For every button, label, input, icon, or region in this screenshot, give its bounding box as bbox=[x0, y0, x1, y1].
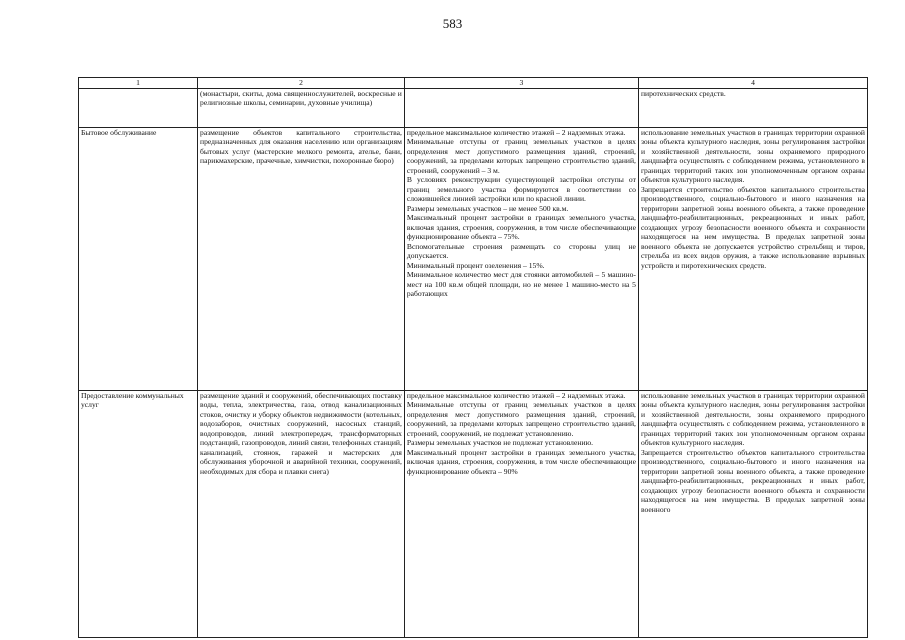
parameter-paragraph: Минимальные отступы от границ земельных участков в целях определения мест допустимого размещения зданий, строений, сооружений, за пределами которых запрещено строительство зданий, строений, сооружений, не подлежат установлению. bbox=[406, 400, 636, 438]
table-header-row bbox=[79, 78, 868, 89]
table-row bbox=[79, 88, 868, 127]
parameter-paragraph: Размеры земельных участков – не менее 500 кв.м. bbox=[406, 203, 569, 213]
parameters-cell bbox=[404, 390, 638, 637]
parameter-paragraph: Минимальные отступы от границ земельных участков в целях определения мест допустимого размещения зданий, строений, сооружений, за пределами которых запрещено строительство зданий, строений, сооружений – 3 м. bbox=[406, 137, 636, 175]
restrictions-paragraph: пиротехнических средств. bbox=[640, 88, 726, 98]
restrictions-paragraph: Запрещается строительство объектов капитального строительства производственного, социально-бытового и иного назначения на территории запретной зоны военного объекта, а также проведение ландшафто-реабилитационных, рекреационных и иных работ, создающих угрозу безопасности военного объекта и сохранности находящегося на нем имущества. В пределах запретной зоны военного bbox=[640, 447, 865, 514]
parameter-paragraph: Вспомогательные строения размещать со стороны улиц не допускается. bbox=[406, 241, 636, 260]
restrictions-paragraph: Запрещается строительство объектов капитального строительства производственного, социально-бытового и иного назначения на территории запретной зоны военного объекта, а также проведение ландшафто-реабилитационных, рекреационных и иных работ, создающих угрозу безопасности военного объекта и сохранности находящегося на нем имущества. В пределах запретной зоны военного объекта не допускается устройство стрельбищ и тиров, стрельба из всех видов оружия, а также использование взрывных устройств и пиротехнических средств. bbox=[640, 184, 865, 270]
parameters-cell bbox=[404, 127, 638, 390]
column-number-3: 3 bbox=[404, 78, 638, 89]
parameter-paragraph: Максимальный процент застройки в границах земельного участка, включая здания, строения, сооружения, в том числе обеспечивающие функционирование объекта – 90% bbox=[406, 447, 636, 476]
use-description-cell: (монастыри, скиты, дома священнослужителей, воскресные и религиозные школы, семинарии, духовные училища) bbox=[198, 88, 405, 127]
parameter-paragraph: Минимальное количество мест для стоянки автомобилей – 5 машино-мест на 100 кв.м общей площади, но не менее 1 машино-место на 5 работающих bbox=[406, 270, 636, 298]
page-number: 583 bbox=[442, 16, 463, 31]
parameters-cell bbox=[404, 88, 638, 127]
parameter-paragraph: предельное максимальное количество этажей – 2 надземных этажа. bbox=[406, 127, 626, 137]
use-description-cell: размещение объектов капитального строительства, предназначенных для оказания населению или организациям бытовых услуг (мастерские мелкого ремонта, ателье, бани, парикмахерские, прачечные, химчистки, похоронные бюро) bbox=[198, 127, 405, 390]
parameter-paragraph: В условиях реконструкции существующей застройки отступы от границ земельного участка формируются в соответствии со сложившейся линией застройки или по красной линии. bbox=[406, 175, 636, 203]
parameter-paragraph: Максимальный процент застройки в границах земельного участка, включая здания, строения, сооружения, в том числе обеспечивающие функционирование объекта – 75%. bbox=[406, 213, 636, 241]
use-type-cell: Предоставление коммунальных услуг bbox=[79, 390, 198, 637]
restrictions-paragraph: использование земельных участков в границах территории охранной зоны объекта культурного наследия, зоны регулирования застройки и хозяйственной деятельности, зоны охраняемого природного ландшафта осуществлять с соблюдением режима, установленного в границах территорий таких зон уполномоченным органом охраны объектов культурного наследия. bbox=[640, 390, 865, 447]
table-row bbox=[79, 390, 868, 637]
table-row bbox=[79, 127, 868, 390]
use-description-cell: размещение зданий и сооружений, обеспечивающих поставку воды, тепла, электричества, газа, отвод канализационных стоков, очистку и уборку объектов недвижимости (котельных, водозаборов, очистных сооружений, насосных станций, водопроводов, линий электропередач, трансформаторных подстанций, газопроводов, линий связи, телефонных станций, канализаций, стоянок, гаражей и мастерских для обслуживания уборочной и аварийной техники, сооружений, необходимых для сбора и плавки снега) bbox=[198, 390, 405, 637]
column-number-1: 1 bbox=[79, 78, 198, 89]
regulations-table bbox=[78, 77, 868, 638]
parameter-paragraph: Размеры земельных участков не подлежат установлению. bbox=[406, 438, 594, 447]
parameter-paragraph: предельное максимальное количество этажей – 2 надземных этажа. bbox=[406, 390, 626, 400]
restrictions-paragraph: использование земельных участков в границах территории охранной зоны объекта культурного наследия, зоны регулирования застройки и хозяйственной деятельности, зоны охраняемого природного ландшафта осуществлять с соблюдением режима, установленного в границах территорий таких зон уполномоченным органом охраны объектов культурного наследия. bbox=[640, 127, 865, 184]
column-number-4: 4 bbox=[638, 78, 867, 89]
restrictions-cell bbox=[638, 127, 867, 390]
restrictions-cell bbox=[638, 390, 867, 637]
use-type-cell bbox=[79, 88, 198, 127]
use-type-cell: Бытовое обслуживание bbox=[79, 127, 198, 390]
restrictions-cell bbox=[638, 88, 867, 127]
column-number-2: 2 bbox=[198, 78, 405, 89]
parameter-paragraph: Минимальный процент озеленения – 15%. bbox=[406, 260, 545, 270]
